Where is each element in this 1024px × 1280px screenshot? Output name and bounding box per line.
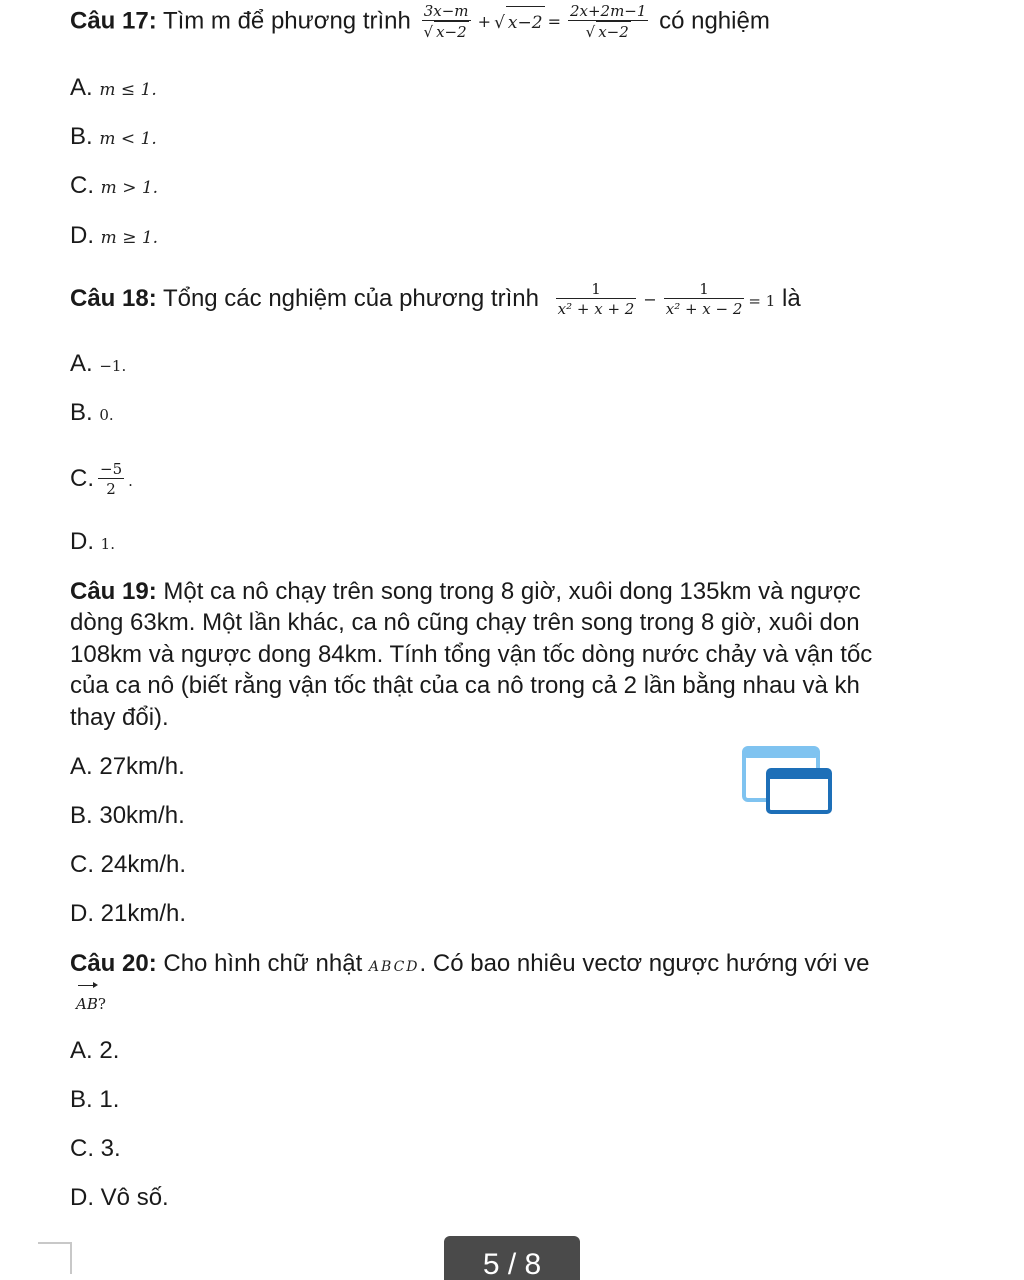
question-19-line-1: Câu 19: Một ca nô chạy trên song trong 8 giờ, xuôi dong 135km và ngược bbox=[70, 578, 861, 605]
question-19-label: Câu 19: bbox=[70, 578, 157, 605]
q17-option-c[interactable]: C. m > 1. bbox=[70, 172, 159, 199]
page-indicator[interactable]: 5 / 8 bbox=[444, 1236, 580, 1280]
q18-option-c-fraction: $\frac{-5}{2}$ bbox=[100, 460, 123, 498]
question-18-tail: là bbox=[781, 284, 801, 312]
q18-fraction-left: $\frac{1}{\text{x² + x + 2}}$ bbox=[557, 280, 635, 318]
q17-fraction-right: $\frac{2x+2m-1}{√ x-2}$ bbox=[569, 2, 647, 41]
question-18-label: Câu 18: bbox=[70, 284, 157, 312]
q20-option-b[interactable]: B. 1. bbox=[70, 1086, 120, 1113]
q17-option-a[interactable]: A. m ≤ 1. bbox=[70, 74, 157, 101]
q18-option-a[interactable]: A. −1. bbox=[70, 350, 127, 377]
q19-option-a[interactable]: A. 27km/h. bbox=[70, 753, 185, 780]
q20-rect-name: ABCD bbox=[368, 959, 420, 975]
question-18-text: Tổng các nghiệm của phương trình bbox=[162, 284, 539, 312]
q18-option-d[interactable]: D. 1. bbox=[70, 528, 115, 555]
q17-option-d[interactable]: D. m ≥ 1. bbox=[70, 222, 159, 249]
question-19-line-4: của ca nô (biết rằng vận tốc thật của ca nô trong cả 2 lần bằng nhau và kh bbox=[70, 672, 860, 699]
q17-sqrt: √ x−2 bbox=[494, 13, 545, 33]
question-18: Câu 18: Tổng các nghiệm của phương trình $\frac{1}{\text{x² + x + 2}}$ − $\frac{1}{\text{x² + x − 2}}$ = 1 là bbox=[70, 280, 801, 318]
q19-option-b[interactable]: B. 30km/h. bbox=[70, 802, 185, 829]
question-17: Câu 17: Tìm m để phương trình $\frac{3x-m}{√ x-2}$ + √ x−2 = $\frac{2x+2m-1}{√ x-2}$ có nghiệm bbox=[70, 2, 770, 41]
q18-option-b[interactable]: B. 0. bbox=[70, 399, 114, 426]
question-19-line-3: 108km và ngược dong 84km. Tính tổng vận tốc dòng nước chảy và vận tốc bbox=[70, 641, 873, 668]
q20-option-d[interactable]: D. Vô số. bbox=[70, 1184, 169, 1211]
vector-ab: AB bbox=[76, 982, 98, 1020]
q18-option-c[interactable]: C. $\frac{-5}{2}$ . bbox=[70, 460, 133, 498]
q17-option-b[interactable]: B. m < 1. bbox=[70, 123, 157, 150]
q20-option-a[interactable]: A. 2. bbox=[70, 1037, 120, 1064]
question-19-line-2: dòng 63km. Một lần khác, ca nô cũng chạy trên song trong 8 giờ, xuôi don bbox=[70, 609, 860, 636]
q18-rhs: = 1 bbox=[748, 291, 776, 310]
floating-window-icon[interactable] bbox=[742, 746, 836, 816]
question-20: Câu 20: Cho hình chữ nhật ABCD. Có bao nhiêu vectơ ngược hướng với ve bbox=[70, 950, 870, 977]
q20-option-c[interactable]: C. 3. bbox=[70, 1135, 121, 1162]
question-20-label: Câu 20: bbox=[70, 950, 157, 977]
q20-vector-line: AB? bbox=[76, 982, 106, 1020]
question-17-label: Câu 17: bbox=[70, 7, 157, 35]
q19-option-d[interactable]: D. 21km/h. bbox=[70, 900, 187, 927]
q17-fraction-left: $\frac{3x-m}{√ x-2}$ bbox=[422, 2, 471, 42]
question-19-line-5: thay đổi). bbox=[70, 704, 169, 731]
question-17-tail: có nghiệm bbox=[659, 7, 770, 35]
q18-fraction-right: $\frac{1}{\text{x² + x − 2}}$ bbox=[665, 280, 743, 318]
page-corner-mark bbox=[38, 1242, 72, 1274]
q19-option-c[interactable]: C. 24km/h. bbox=[70, 851, 187, 878]
question-17-text: Tìm m để phương trình bbox=[162, 7, 411, 35]
